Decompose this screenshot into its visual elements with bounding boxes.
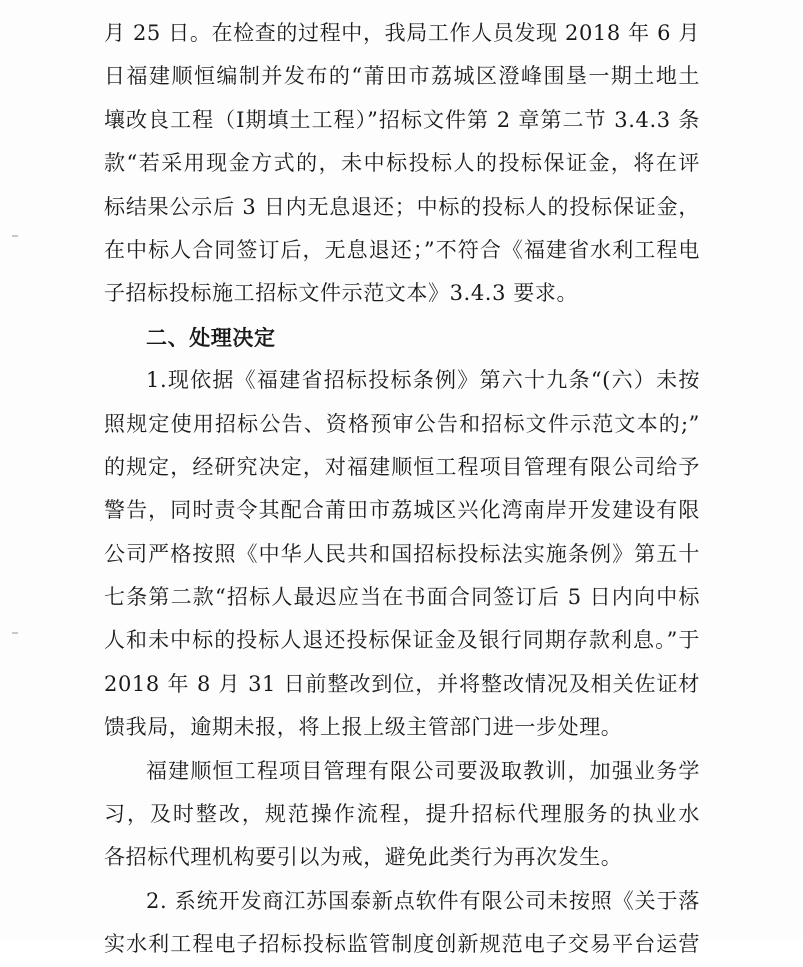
text-line: 福建顺恒工程项目管理有限公司要汲取教训，加强业务学 [146,758,700,783]
text-line: 照规定使用招标公告、资格预审公告和招标文件示范文本的;” [104,411,700,436]
text-line: 习，及时整改，规范操作流程，提升招标代理服务的执业水 [104,802,700,827]
text-line: 标结果公示后 3 日内无息退还；中标的投标人的投标保证金， [104,194,700,219]
text-line: 实水利工程电子招标投标监管制度创新规范电子交易平台运营 [104,932,700,957]
text-line: 1.现依据《福建省招标投标条例》第六十九条“(六）未按 [146,368,700,393]
text-line: 人和未中标的投标人退还投标保证金及银行同期存款利息。”于 [104,628,700,653]
text-line: 在中标人合同签订后，无息退还；”不符合《福建省水利工程电 [104,237,700,262]
text-line: 公司严格按照《中华人民共和国招标投标法实施条例》第五十 [104,541,700,566]
text-line: 款“若采用现金方式的，未中标投标人的投标保证金，将在评 [104,151,700,176]
text-line: 各招标代理机构要引以为戒，避免此类行为再次发生。 [104,845,623,870]
text-line: 的规定，经研究决定，对福建顺恒工程项目管理有限公司给予 [104,454,700,479]
text-line: 七条第二款“招标人最迟应当在书面合同签订后 5 日内向中标 [104,585,700,610]
margin-mark [12,235,18,237]
text-line: 2018 年 8 月 31 日前整改到位，并将整改情况及相关佐证材 [104,671,700,696]
text-line: 2. 系统开发商江苏国泰新点软件有限公司未按照《关于落 [146,888,700,913]
text-line: 二、处理决定 [146,324,276,350]
text-line: 月 25 日。在检查的过程中，我局工作人员发现 2018 年 6 月 [104,21,700,45]
text-line: 壤改良工程（Ⅰ期填土工程）”招标文件第 2 章第二节 3.4.3 条 [104,107,700,132]
body-text [104,12,700,967]
text-line: 警告，同时责令其配合莆田市荔城区兴化湾南岸开发建设有限 [104,498,700,523]
text-line: 馈我局，逾期未报，将上报上级主管部门进一步处理。 [104,715,623,740]
text-line: 子招标投标施工招标文件示范文本》3.4.3 要求。 [104,281,579,306]
margin-mark [12,632,18,634]
text-line: 日福建顺恒编制并发布的“莆田市荔城区澄峰围垦一期土地土 [104,64,700,89]
